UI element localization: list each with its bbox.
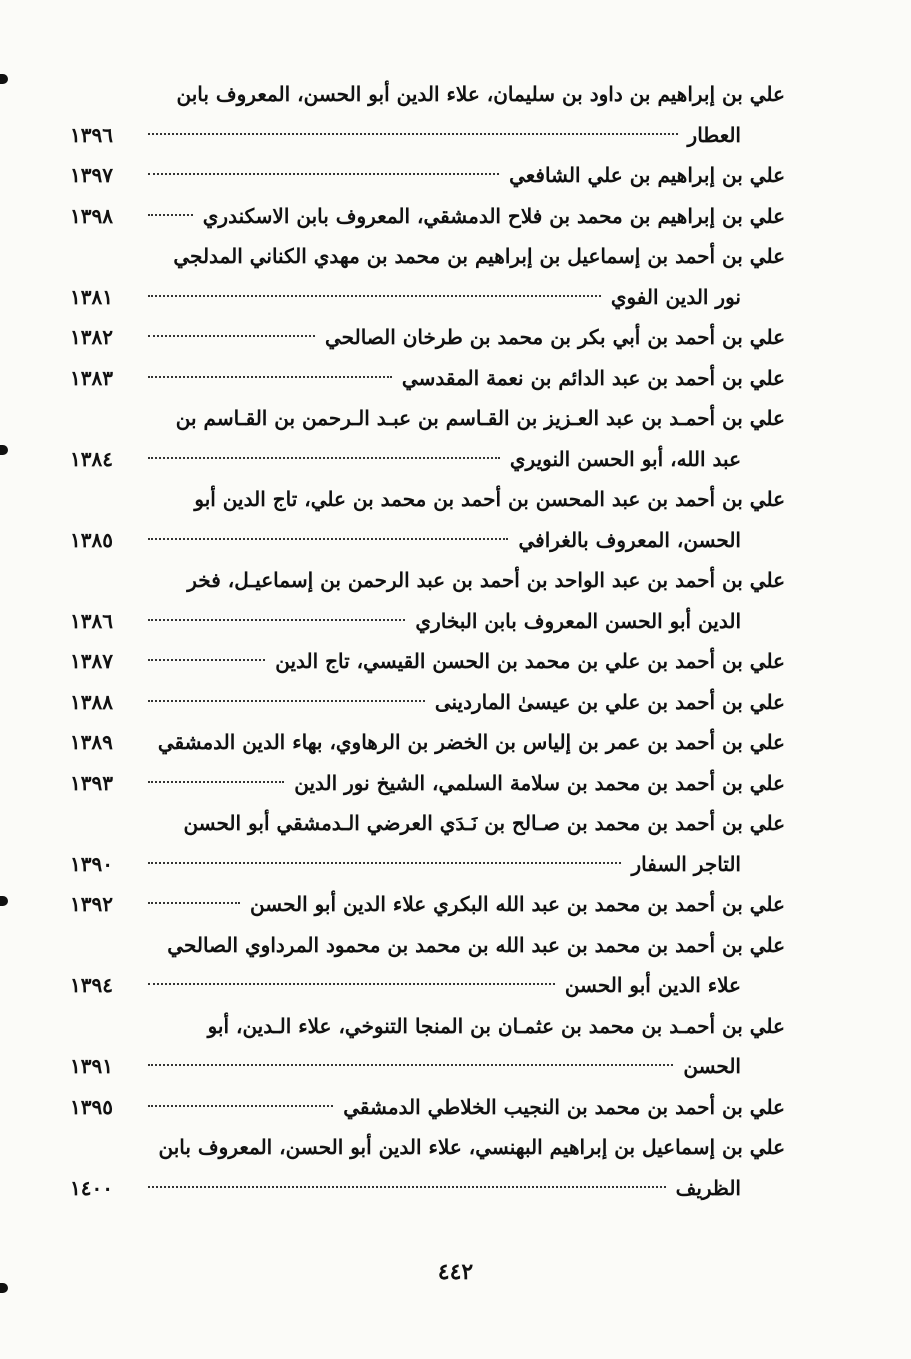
entry-text: العطار — [687, 122, 741, 147]
index-entry — [70, 560, 785, 641]
entry-text: علي بن أحمد بن عبد الواحد بن أحمد بن عبد الرحمن بن إسماعيـل، فخر — [187, 568, 785, 592]
entry-text: علي بن أحمد بن عبد الدائم بن نعمة المقدسي — [401, 365, 785, 390]
leader-dots — [148, 376, 392, 378]
leader-dots — [148, 1105, 333, 1107]
margin-mark — [0, 896, 8, 906]
entry-text: علي بن إبراهيم بن علي الشافعي — [509, 163, 785, 187]
leader-dots — [148, 983, 555, 985]
page-number: ٤٤٢ — [437, 1259, 474, 1285]
index-entry — [70, 763, 785, 804]
index-entry — [70, 236, 785, 317]
entry-text: علي بن أحمد بن أبي بكر بن محمد بن طرخان الصالحي — [325, 325, 785, 349]
entry-number: ١٣٨٤ — [70, 446, 113, 471]
entry-line — [70, 358, 785, 399]
index-entry — [70, 682, 785, 723]
entry-line — [70, 398, 785, 439]
entry-line — [70, 884, 785, 925]
leader-dots — [148, 538, 508, 540]
entry-line — [70, 1046, 785, 1087]
entry-text: الحسن، المعروف بالغرافي — [518, 527, 741, 552]
index-entry — [70, 74, 785, 155]
index-entry — [70, 1087, 785, 1128]
index-entry — [70, 317, 785, 358]
entry-text: الحسن — [683, 1054, 741, 1078]
entry-line — [70, 196, 785, 237]
entry-number: ١٣٩٣ — [70, 770, 113, 795]
entry-text: علي بن أحمد بن محمد بن عبد الله البكري علاء الدين أبو الحسن — [250, 892, 785, 916]
entry-text: علي بن أحمـد بن عبد العـزيز بن القـاسم بن عبـد الـرحمن بن القـاسم بن — [175, 406, 785, 430]
entry-line — [70, 641, 785, 682]
entry-text: التاجر السفار — [631, 851, 741, 876]
entry-line — [70, 1006, 785, 1047]
entry-line — [70, 722, 785, 763]
entry-line — [70, 1127, 785, 1168]
margin-mark — [0, 74, 8, 84]
index-entry — [70, 803, 785, 884]
entry-number: ١٣٩٨ — [70, 203, 113, 228]
entry-number: ١٣٩٥ — [70, 1094, 113, 1119]
entry-text: علي بن إبراهيم بن محمد بن فلاح الدمشقي، المعروف بابن الاسكندري — [202, 203, 785, 228]
entry-text: علي بن أحمد بن محمد بن عبد الله بن محمد بن محمود المرداوي الصالحي — [167, 932, 785, 957]
entry-number: ١٣٨٨ — [70, 689, 113, 714]
leader-dots — [148, 659, 265, 661]
entry-line — [70, 925, 785, 966]
entry-number: ١٣٨١ — [70, 284, 113, 309]
entry-line — [70, 520, 785, 561]
entry-text: علي بن أحمد بن علي بن عيسىٰ الماردينى — [434, 689, 785, 714]
entry-line — [70, 155, 785, 196]
entry-text: علي بن أحمد بن إسماعيل بن إبراهيم بن محمد بن مهدي الكناني المدلجي — [173, 244, 785, 268]
entry-text: علي بن إسماعيل بن إبراهيم البهنسي، علاء الدين أبو الحسن، المعروف بابن — [158, 1135, 785, 1159]
leader-dots — [148, 295, 601, 297]
index-entry — [70, 479, 785, 560]
entry-line — [70, 560, 785, 601]
entry-text: نور الدين الفوي — [610, 284, 741, 309]
index-entry — [70, 398, 785, 479]
entry-line — [70, 965, 785, 1006]
index-entry — [70, 1006, 785, 1087]
entry-text: علي بن أحمـد بن محمد بن عثمـان بن المنجا التنوخي، علاء الـدين، أبو — [207, 1013, 785, 1038]
leader-dots — [148, 133, 678, 135]
entry-line — [70, 1168, 785, 1209]
leader-dots — [148, 781, 284, 783]
index-entry — [70, 722, 785, 763]
entry-line — [70, 479, 785, 520]
entry-text: علاء الدين أبو الحسن — [564, 973, 741, 997]
entry-text: عبد الله، أبو الحسن النويري — [509, 446, 741, 471]
entry-line — [70, 763, 785, 804]
index-entry — [70, 155, 785, 196]
entry-line — [70, 844, 785, 885]
index-entry — [70, 1127, 785, 1208]
entry-number: ١٣٨٢ — [70, 325, 113, 349]
entry-number: ١٣٩١ — [70, 1054, 113, 1078]
index-entry — [70, 641, 785, 682]
index-entry — [70, 884, 785, 925]
entry-text: علي بن أحمد بن محمد بن سلامة السلمي، الشيخ نور الدين — [294, 770, 785, 795]
leader-dots — [148, 173, 499, 175]
entry-number: ١٣٩٢ — [70, 892, 113, 916]
entry-text: الدين أبو الحسن المعروف بابن البخاري — [415, 608, 741, 633]
leader-dots — [148, 1064, 673, 1066]
entry-number: ١٣٩٧ — [70, 163, 113, 187]
entry-number: ١٣٩٠ — [70, 851, 113, 876]
entry-text: علي بن أحمد بن عبد المحسن بن أحمد بن محمد بن علي، تاج الدين أبو — [194, 487, 785, 511]
entry-number: ١٣٨٧ — [70, 649, 113, 673]
leader-dots — [148, 862, 621, 864]
entry-text: علي بن أحمد بن محمد بن النجيب الخلاطي الدمشقي — [343, 1094, 785, 1119]
leader-dots — [148, 700, 425, 702]
entry-text: علي بن أحمد بن عمر بن إلياس بن الخضر بن الرهاوي، بهاء الدين الدمشقي — [157, 730, 785, 754]
entry-line — [70, 277, 785, 318]
entry-line — [70, 236, 785, 277]
entry-text: علي بن أحمد بن علي بن محمد بن الحسن القيسي، تاج الدين — [275, 649, 785, 673]
entry-text: الظريف — [675, 1175, 741, 1200]
leader-dots — [148, 457, 500, 459]
margin-mark — [0, 445, 8, 455]
leader-dots — [148, 335, 315, 337]
leader-dots — [148, 902, 240, 904]
entry-number: ١٣٨٥ — [70, 527, 113, 552]
entry-line — [70, 601, 785, 642]
entry-text: علي بن إبراهيم بن داود بن سليمان، علاء الدين أبو الحسن، المعروف بابن — [176, 82, 785, 106]
entry-number: ١٣٨٩ — [69, 730, 113, 754]
entry-line — [70, 317, 785, 358]
index-entry — [70, 358, 785, 399]
entry-line — [70, 115, 785, 156]
entry-line — [70, 1087, 785, 1128]
entry-line — [70, 74, 785, 115]
entry-line — [70, 439, 785, 480]
entry-line — [70, 682, 785, 723]
entry-number: ١٣٨٣ — [70, 365, 113, 390]
index-list — [70, 74, 785, 1208]
entry-number: ١٣٨٦ — [70, 608, 113, 633]
entry-number: ١٣٩٦ — [70, 122, 113, 147]
index-entry — [70, 925, 785, 1006]
entry-text: علي بن أحمد بن محمد بن صـالح بن نَـدَي العرضي الـدمشقي أبو الحسن — [183, 811, 785, 835]
leader-dots — [148, 619, 405, 621]
leader-dots — [148, 1186, 666, 1188]
leader-dots — [148, 214, 193, 216]
index-entry — [70, 196, 785, 237]
entry-number: ١٤٠٠ — [70, 1175, 113, 1200]
entry-number: ١٣٩٤ — [70, 973, 113, 997]
entry-line — [70, 803, 785, 844]
